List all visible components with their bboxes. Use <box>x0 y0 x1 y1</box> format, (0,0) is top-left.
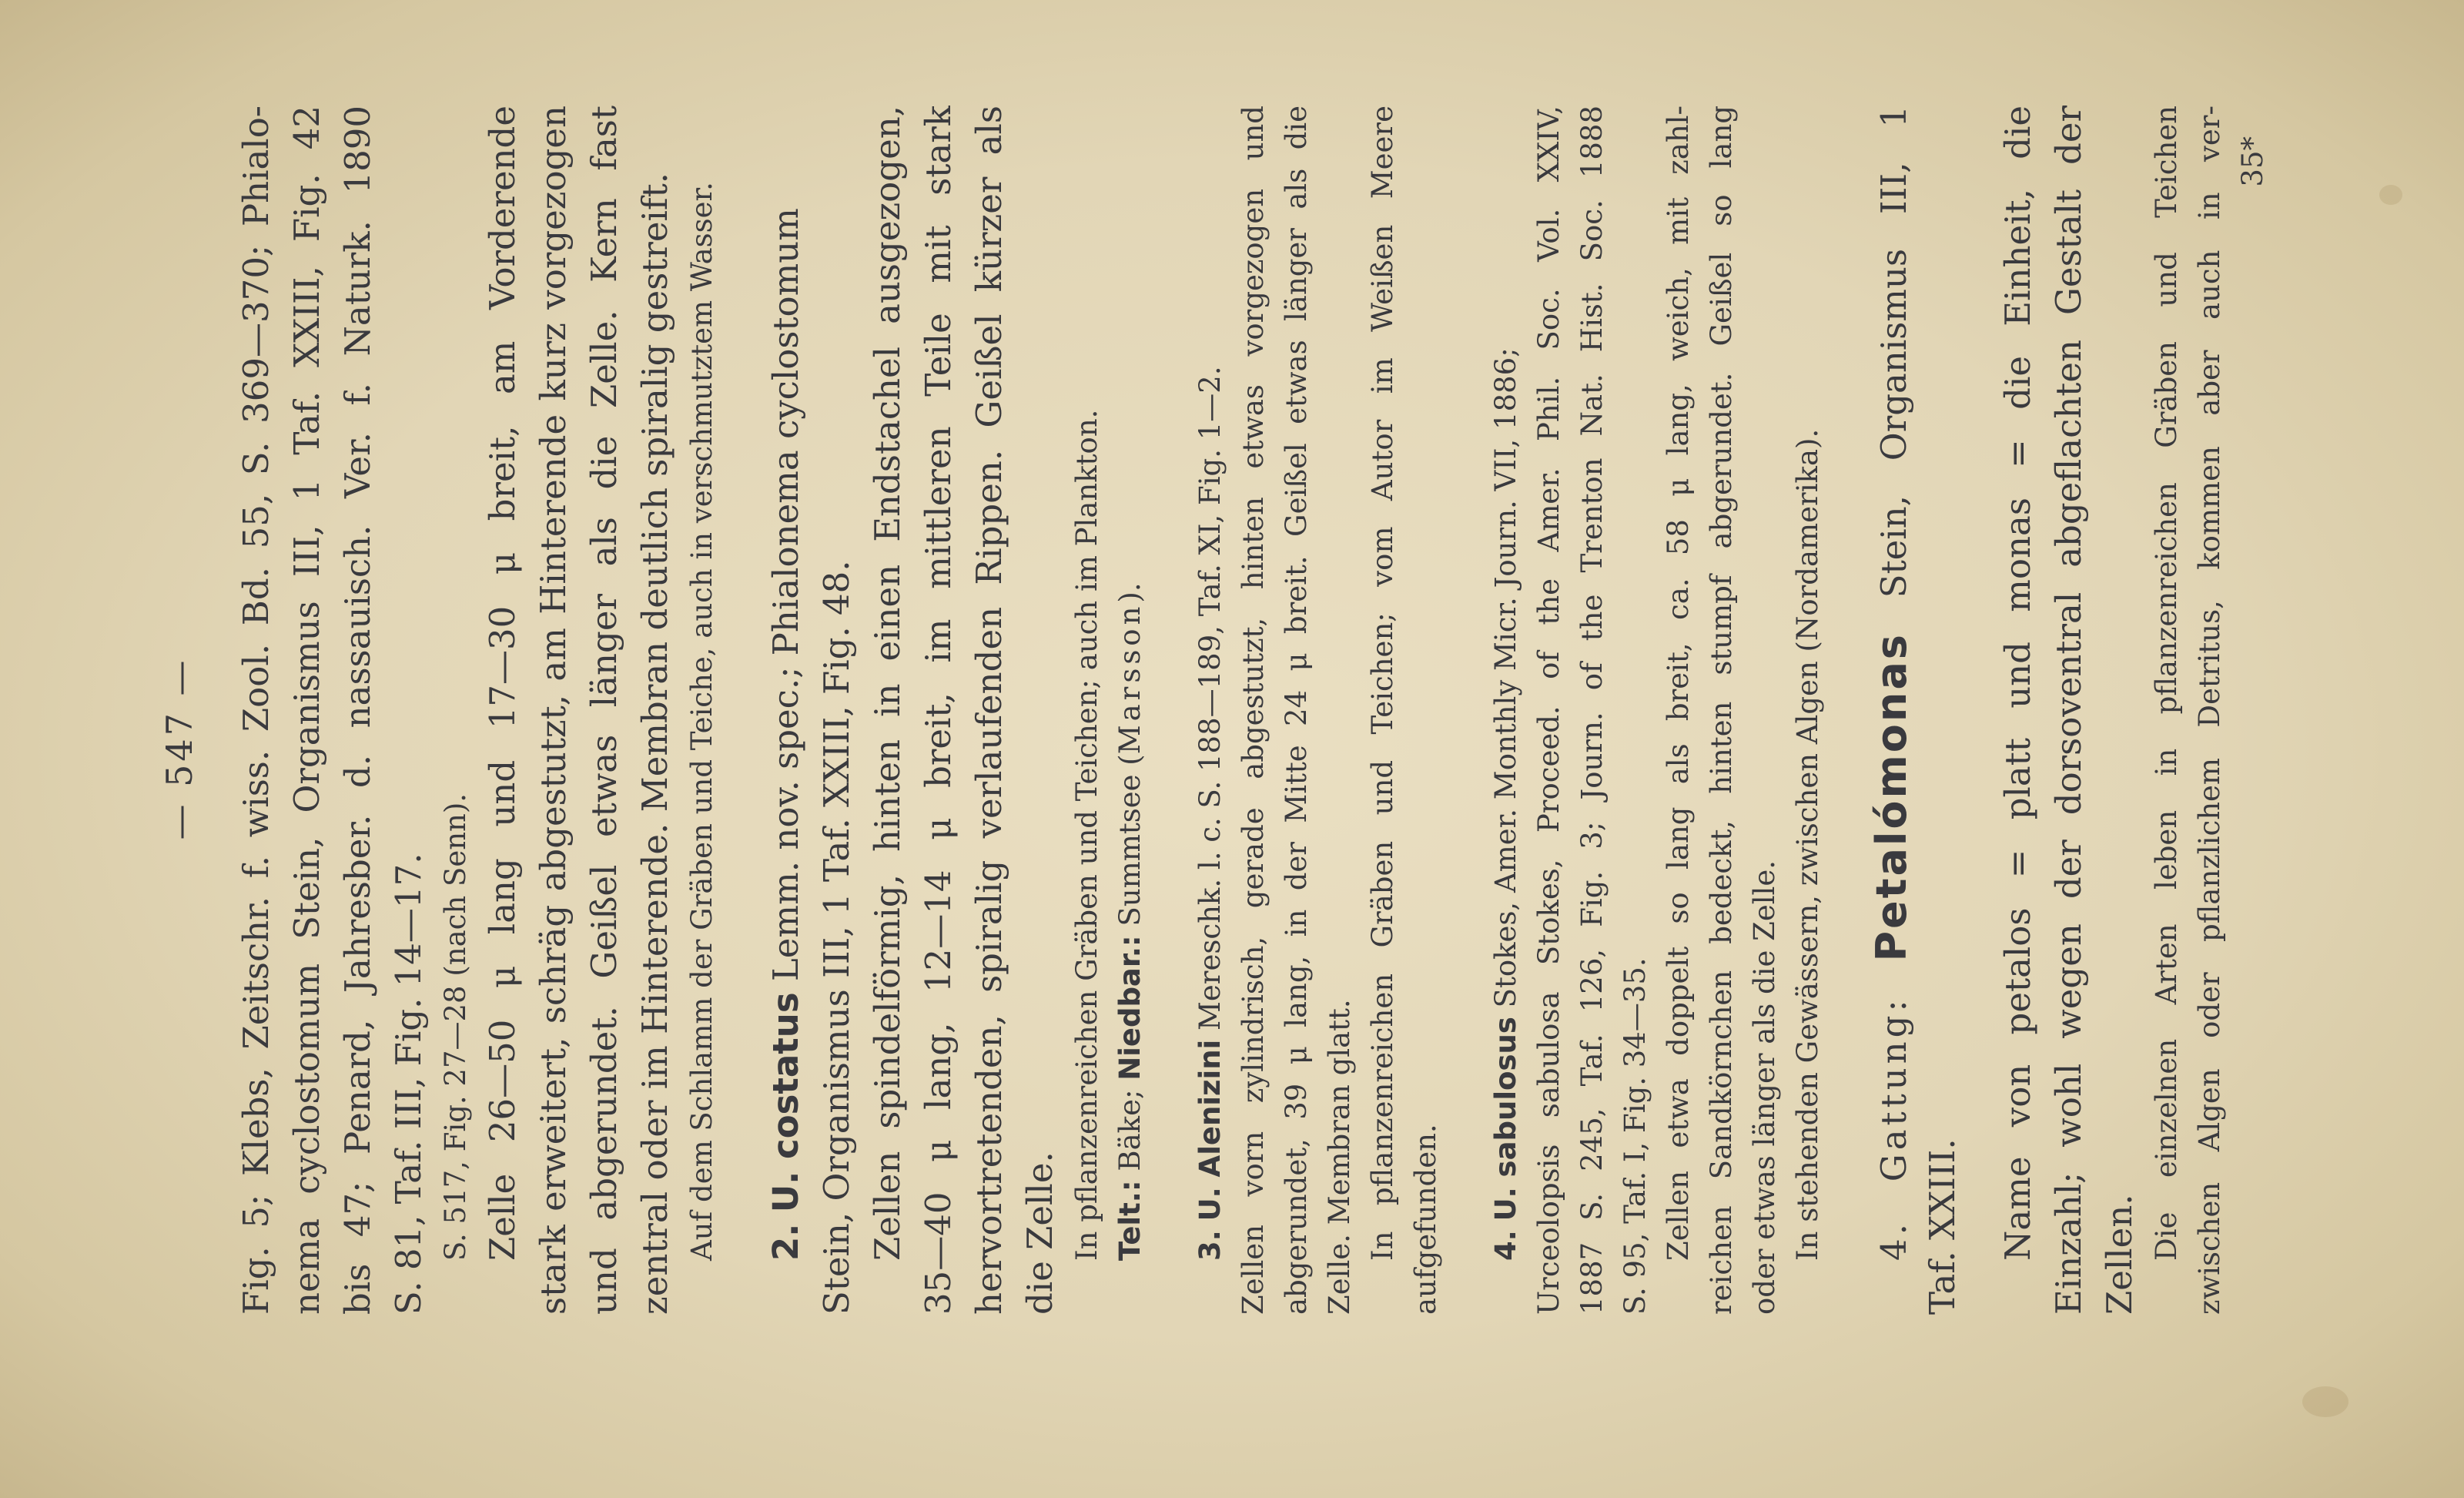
small-text-line: Die einzelnen Arten leben in pflanzenreichen Gräben und Teichen <box>2150 106 2183 1261</box>
species-name: U. sabulosus <box>1489 1017 1522 1222</box>
small-text-line: Zellen etwa doppelt so lang als breit, ca. 58 μ lang, weich, mit zahl- <box>1662 106 1695 1261</box>
small-text-line: aufgefunden. <box>1409 1124 1442 1315</box>
text-line: Name von petalos = platt und monas = die Einheit, die <box>1997 106 2038 1261</box>
locality-label: Niedbar.: <box>1113 935 1147 1081</box>
species-name: U. Alenizini <box>1194 1039 1227 1222</box>
text-line: zentral oder im Hinterende. Membran deutlich spiralig gestreift. <box>634 173 675 1315</box>
text-line: Zellen spindelförmig, hinten in einen Endstachel ausgezogen, <box>867 106 908 1261</box>
page-number: — 547 — <box>159 657 200 840</box>
species-author: Mereschk. l. c. S. 188—189, Taf. XI, Fig. 1—2. <box>1194 366 1227 1031</box>
locality-text: Bäke; <box>1113 1089 1147 1171</box>
locality-text: ). <box>1113 582 1147 603</box>
text-line: Zellen. <box>2099 1194 2140 1315</box>
paper-stain <box>2379 185 2402 205</box>
species-heading <box>761 106 812 1315</box>
small-text-line: S. 517, Fig. 27—28 (nach Senn). <box>439 793 472 1261</box>
small-text-line: 1887 S. 245, Taf. 126, Fig. 3; Journ. of the Trenton Nat. Hist. Soc. 1888 <box>1575 106 1609 1315</box>
text-line: und abgerundet. Geißel etwas länger als die Zelle. Kern fast <box>584 106 624 1315</box>
text-line: die Zelle. <box>1019 1151 1060 1315</box>
locality-text: Summtsee ( <box>1113 754 1147 927</box>
text-line: Stein, Organismus III, 1 Taf. XXIII, Fig. 48. <box>816 560 857 1315</box>
species-number: 3. <box>1194 1230 1227 1261</box>
species-name: U. costatus <box>765 992 806 1213</box>
small-text-line: reichen Sandkörnchen bedeckt, hinten stumpf abgerundet. Geißel so lang <box>1705 106 1738 1315</box>
habitat-line: Auf dem Schlamm der Gräben und Teiche, auch in verschmutztem Wasser. <box>685 182 718 1261</box>
species-heading <box>1485 106 1528 1315</box>
locality-line <box>1109 106 1152 1315</box>
text-line: Zelle 26—50 μ lang und 17—30 μ breit, am Vorderende <box>482 106 523 1261</box>
small-text-line: Urceolopsis sabulosa Stokes, Proceed. of the Amer. Phil. Soc. Vol. XXIV, <box>1532 106 1565 1315</box>
habitat-line: In stehenden Gewässern, zwischen Algen (Nordamerika). <box>1791 428 1824 1261</box>
text-line: Fig. 5; Klebs, Zeitschr. f. wiss. Zool. Bd. 55, S. 369—370; Phialo- <box>236 106 276 1315</box>
text-line: hervortretenden, spiralig verlaufenden Rippen. Geißel kürzer als <box>969 106 1009 1315</box>
text-line: bis 47; Penard, Jahresber. d. nassauisch. Ver. f. Naturk. 1890 <box>337 106 378 1315</box>
text-line: Einzahl; wohl wegen der dorsoventral abgeflachten Gestalt der <box>2048 106 2089 1315</box>
small-text-line: zwischen Algen oder pflanzlichem Detritus, kommen aber auch in ver- <box>2193 106 2226 1315</box>
genus-name: Petalómonas <box>1867 632 1916 962</box>
signature-mark: 35* <box>2236 136 2269 187</box>
habitat-line: In pflanzenreichen Gräben und Teichen; vom Autor im Weißen Meere <box>1366 106 1399 1261</box>
rotated-page <box>131 44 2333 1453</box>
small-text-line: oder etwas länger als die Zelle. <box>1748 860 1781 1315</box>
small-text-line: abgerundet, 39 μ lang, in der Mitte 24 μ breit. Geißel etwas länger als die <box>1280 106 1313 1315</box>
genus-prefix: 4. Gattung: <box>1873 996 1914 1261</box>
text-line: S. 81, Taf. III, Fig. 14—17. <box>388 853 429 1315</box>
page-body <box>231 106 2275 1315</box>
species-number: 2. <box>765 1223 806 1261</box>
genus-heading <box>1866 106 1917 1315</box>
small-text-line: Zellen vorn zylindrisch, gerade abgestutzt, hinten etwas vorgezogen und <box>1237 106 1270 1315</box>
text-line: stark erweitert, schräg abgestutzt, am Hinterende kurz vorgezogen <box>533 106 574 1315</box>
locality-label: Telt.: <box>1113 1180 1147 1261</box>
small-text-line: S. 95, Taf. I, Fig. 34—35. <box>1619 957 1652 1315</box>
species-author: Stokes, Amer. Monthly Micr. Journ. VII, 1886; <box>1489 347 1522 1008</box>
collector-name: Marsson <box>1113 602 1147 755</box>
species-author: Lemm. nov. spec.; Phialonema cyclostomum <box>765 208 806 982</box>
genus-author: Stein, Organismus III, 1 <box>1873 106 1914 598</box>
small-text-line: Zelle. Membran glatt. <box>1323 999 1356 1315</box>
text-line: Taf. XXIII. <box>1922 1138 1963 1315</box>
species-heading <box>1189 106 1232 1315</box>
species-number: 4. <box>1489 1230 1522 1261</box>
text-line: nema cyclostomum Stein, Organismus III, 1 Taf. XXIII, Fig. 42 <box>286 106 327 1315</box>
habitat-line: In pflanzenreichen Gräben und Teichen; auch im Plankton. <box>1070 409 1103 1261</box>
text-line: 35—40 μ lang, 12—14 μ breit, im mittleren Teile mit stark <box>918 106 959 1315</box>
